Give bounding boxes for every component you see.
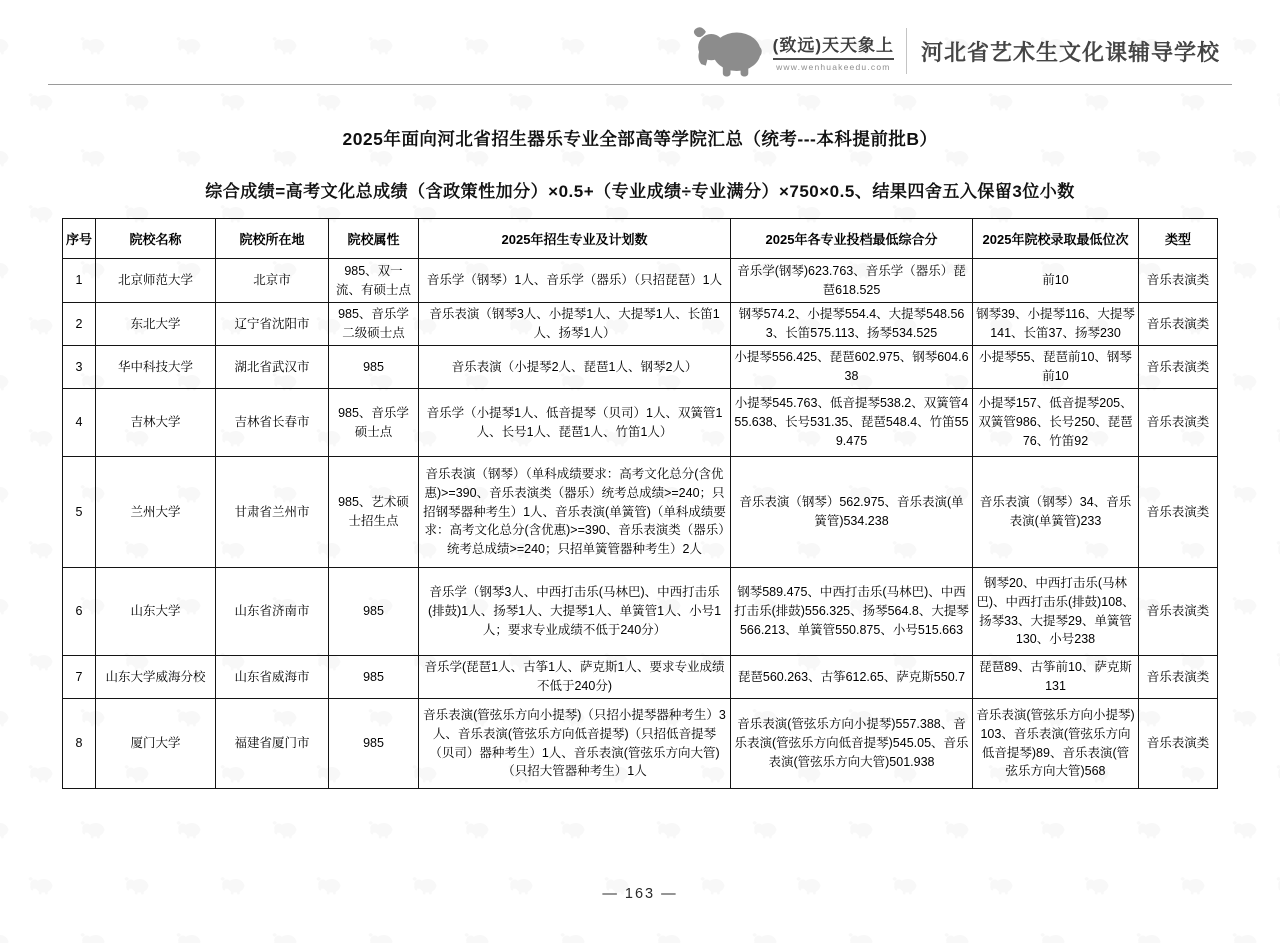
elephant-watermark-icon xyxy=(0,932,10,943)
cell-location: 甘肃省兰州市 xyxy=(216,457,329,568)
elephant-watermark-icon xyxy=(944,932,970,943)
elephant-logo-icon xyxy=(944,820,970,839)
elephant-watermark-icon xyxy=(0,596,10,620)
elephant-watermark-icon xyxy=(1136,820,1162,844)
cell-rank: 小提琴157、低音提琴205、双簧管986、长号250、琵琶76、竹笛92 xyxy=(973,389,1139,457)
cell-rank: 前10 xyxy=(973,259,1139,303)
elephant-logo-icon xyxy=(508,92,534,111)
elephant-watermark-icon xyxy=(656,36,682,60)
elephant-watermark-icon xyxy=(752,932,778,943)
cell-location: 辽宁省沈阳市 xyxy=(216,303,329,346)
cell-scores: 钢琴589.475、中西打击乐(马林巴)、中西打击乐(排鼓)556.325、扬琴564.8、大提琴566.213、单簧管550.875、小号515.663 xyxy=(731,568,973,656)
elephant-watermark-icon xyxy=(80,932,106,943)
elephant-watermark-icon xyxy=(464,820,490,844)
elephant-logo-icon xyxy=(272,36,298,55)
elephant-logo-icon xyxy=(28,540,54,559)
cell-rank: 琵琶89、古筝前10、萨克斯131 xyxy=(973,656,1139,699)
elephant-watermark-icon xyxy=(412,92,438,116)
elephant-watermark-icon xyxy=(988,92,1014,116)
elephant-logo-icon xyxy=(560,932,586,943)
elephant-watermark-icon xyxy=(464,36,490,60)
elephant-logo-icon xyxy=(80,820,106,839)
col-header-attr: 院校属性 xyxy=(329,219,419,259)
elephant-logo-icon xyxy=(944,932,970,943)
cell-majors: 音乐学(琵琶1人、古筝1人、萨克斯1人、要求专业成绩不低于240分) xyxy=(419,656,731,699)
elephant-logo-icon xyxy=(220,92,246,111)
cell-attr: 985、艺术硕士招生点 xyxy=(329,457,419,568)
elephant-logo-icon xyxy=(80,932,106,943)
elephant-watermark-icon xyxy=(796,92,822,116)
elephant-watermark-icon xyxy=(1276,316,1280,340)
elephant-watermark-icon xyxy=(848,148,874,172)
cell-name: 山东大学威海分校 xyxy=(96,656,216,699)
elephant-watermark-icon xyxy=(1040,148,1066,172)
elephant-watermark-icon xyxy=(0,36,10,60)
elephant-logo-icon xyxy=(560,820,586,839)
elephant-logo-icon xyxy=(1276,652,1280,671)
elephant-logo-icon xyxy=(1136,820,1162,839)
cell-type: 音乐表演类 xyxy=(1139,389,1218,457)
elephant-watermark-icon xyxy=(272,820,298,844)
elephant-logo-icon xyxy=(0,484,10,503)
elephant-watermark-icon xyxy=(1232,708,1258,732)
elephant-watermark-icon xyxy=(0,148,10,172)
col-header-majors: 2025年招生专业及计划数 xyxy=(419,219,731,259)
cell-no: 3 xyxy=(63,346,96,389)
elephant-watermark-icon xyxy=(752,820,778,844)
page-title: 2025年面向河北省招生器乐专业全部高等学院汇总（统考---本科提前批B） xyxy=(342,129,938,149)
cell-location: 福建省厦门市 xyxy=(216,699,329,789)
elephant-watermark-icon xyxy=(124,92,150,116)
elephant-logo-icon xyxy=(0,932,10,943)
elephant-logo-icon xyxy=(124,92,150,111)
elephant-watermark-icon xyxy=(1084,92,1110,116)
cell-attr: 985 xyxy=(329,656,419,699)
brand-url: www.wenhuakeedu.com xyxy=(776,61,891,72)
elephant-logo-icon xyxy=(0,260,10,279)
elephant-watermark-icon xyxy=(1040,932,1066,943)
elephant-logo-icon xyxy=(560,36,586,55)
elephant-watermark-icon xyxy=(700,92,726,116)
elephant-watermark-icon xyxy=(848,932,874,943)
elephant-watermark-icon xyxy=(1276,204,1280,228)
elephant-logo-icon xyxy=(1276,540,1280,559)
col-header-name: 院校名称 xyxy=(96,219,216,259)
elephant-logo-icon xyxy=(1276,764,1280,783)
formula-subtitle: 综合成绩=高考文化总成绩（含政策性加分）×0.5+（专业成绩÷专业满分）×750×0.5、结果四舍五入保留3位小数 xyxy=(205,182,1075,201)
cell-attr: 985、双一流、有硕士点 xyxy=(329,259,419,303)
elephant-watermark-icon xyxy=(272,148,298,172)
elephant-logo-icon xyxy=(28,652,54,671)
elephant-logo-icon xyxy=(656,36,682,55)
elephant-logo-icon xyxy=(0,820,10,839)
elephant-watermark-icon xyxy=(28,204,54,228)
elephant-logo-icon xyxy=(412,92,438,111)
elephant-watermark-icon xyxy=(0,372,10,396)
cell-scores: 音乐表演（钢琴）562.975、音乐表演(单簧管)534.238 xyxy=(731,457,973,568)
col-header-scores: 2025年各专业投档最低综合分 xyxy=(731,219,973,259)
cell-majors: 音乐学（钢琴3人、中西打击乐(马林巴)、中西打击乐(排鼓)1人、扬琴1人、大提琴1人、单簧管1人、小号1人；要求专业成绩不低于240分） xyxy=(419,568,731,656)
cell-name: 东北大学 xyxy=(96,303,216,346)
elephant-logo-icon xyxy=(1276,316,1280,335)
elephant-logo-icon xyxy=(28,428,54,447)
cell-majors: 音乐学（钢琴）1人、音乐学（器乐）（只招琵琶）1人 xyxy=(419,259,731,303)
col-header-type: 类型 xyxy=(1139,219,1218,259)
elephant-watermark-icon xyxy=(80,820,106,844)
cell-majors: 音乐表演（钢琴3人、小提琴1人、大提琴1人、长笛1人、扬琴1人） xyxy=(419,303,731,346)
col-header-no: 序号 xyxy=(63,219,96,259)
elephant-watermark-icon xyxy=(944,820,970,844)
col-header-location: 院校所在地 xyxy=(216,219,329,259)
elephant-watermark-icon xyxy=(0,484,10,508)
cell-name: 厦门大学 xyxy=(96,699,216,789)
elephant-logo-icon xyxy=(1232,484,1258,503)
elephant-watermark-icon xyxy=(176,820,202,844)
cell-attr: 985、音乐学二级硕士点 xyxy=(329,303,419,346)
cell-majors: 音乐表演（小提琴2人、琵琶1人、钢琴2人） xyxy=(419,346,731,389)
elephant-logo-icon xyxy=(1040,932,1066,943)
elephant-watermark-icon xyxy=(560,148,586,172)
elephant-watermark-icon xyxy=(368,148,394,172)
elephant-watermark-icon xyxy=(1232,484,1258,508)
elephant-watermark-icon xyxy=(560,932,586,943)
elephant-logo-icon xyxy=(1232,36,1258,55)
elephant-watermark-icon xyxy=(560,820,586,844)
elephant-logo-icon xyxy=(28,764,54,783)
cell-scores: 音乐表演(管弦乐方向小提琴)557.388、音乐表演(管弦乐方向低音提琴)545.05、音乐表演(管弦乐方向大管)501.938 xyxy=(731,699,973,789)
elephant-logo-icon xyxy=(368,820,394,839)
elephant-watermark-icon xyxy=(272,932,298,943)
cell-no: 5 xyxy=(63,457,96,568)
page-number: — 163 — xyxy=(602,886,678,902)
elephant-watermark-icon xyxy=(28,764,54,788)
elephant-watermark-icon xyxy=(1040,820,1066,844)
elephant-logo-icon xyxy=(691,24,767,78)
elephant-watermark-icon xyxy=(368,932,394,943)
cell-majors: 音乐表演(管弦乐方向小提琴)（只招小提琴器种考生）3人、音乐表演(管弦乐方向低音提琴)（只招低音提琴（贝司）器种考生）1人、音乐表演(管弦乐方向大管)（只招大管器种考生）1人 xyxy=(419,699,731,789)
elephant-logo-icon xyxy=(272,820,298,839)
elephant-logo-icon xyxy=(272,932,298,943)
cell-attr: 985 xyxy=(329,568,419,656)
elephant-logo-icon xyxy=(80,36,106,55)
table-header-row xyxy=(63,219,1218,259)
elephant-watermark-icon xyxy=(508,92,534,116)
elephant-watermark-icon xyxy=(80,148,106,172)
elephant-watermark-icon xyxy=(604,92,630,116)
elephant-logo-icon xyxy=(656,932,682,943)
cell-location: 山东省威海市 xyxy=(216,656,329,699)
cell-type: 音乐表演类 xyxy=(1139,457,1218,568)
cell-rank: 音乐表演（钢琴）34、音乐表演(单簧管)233 xyxy=(973,457,1139,568)
elephant-logo-icon xyxy=(1276,428,1280,447)
elephant-watermark-icon xyxy=(28,652,54,676)
cell-no: 2 xyxy=(63,303,96,346)
elephant-watermark-icon xyxy=(220,92,246,116)
cell-rank: 音乐表演(管弦乐方向小提琴)103、音乐表演(管弦乐方向低音提琴)89、音乐表演(管弦乐方向大管)568 xyxy=(973,699,1139,789)
cell-no: 6 xyxy=(63,568,96,656)
elephant-watermark-icon xyxy=(368,36,394,60)
cell-no: 8 xyxy=(63,699,96,789)
elephant-logo-icon xyxy=(1276,92,1280,111)
elephant-watermark-icon xyxy=(1232,372,1258,396)
table-row xyxy=(63,699,1218,789)
cell-no: 1 xyxy=(63,259,96,303)
elephant-watermark-icon xyxy=(1232,148,1258,172)
admissions-table xyxy=(62,218,1218,789)
elephant-logo-icon xyxy=(700,92,726,111)
elephant-watermark-icon xyxy=(1276,92,1280,116)
table-row xyxy=(63,457,1218,568)
table-row xyxy=(63,568,1218,656)
cell-attr: 985、音乐学硕士点 xyxy=(329,389,419,457)
cell-rank: 钢琴39、小提琴116、大提琴141、长笛37、扬琴230 xyxy=(973,303,1139,346)
elephant-logo-icon xyxy=(176,820,202,839)
elephant-watermark-icon xyxy=(656,148,682,172)
cell-type: 音乐表演类 xyxy=(1139,699,1218,789)
table-row xyxy=(63,656,1218,699)
elephant-watermark-icon xyxy=(1276,428,1280,452)
elephant-logo-icon xyxy=(0,372,10,391)
cell-name: 华中科技大学 xyxy=(96,346,216,389)
elephant-watermark-icon xyxy=(656,932,682,943)
elephant-watermark-icon xyxy=(28,316,54,340)
elephant-watermark-icon xyxy=(1276,652,1280,676)
elephant-watermark-icon xyxy=(0,820,10,844)
cell-type: 音乐表演类 xyxy=(1139,568,1218,656)
cell-scores: 琵琶560.263、古筝612.65、萨克斯550.7 xyxy=(731,656,973,699)
elephant-watermark-icon xyxy=(892,92,918,116)
elephant-watermark-icon xyxy=(28,428,54,452)
elephant-watermark-icon xyxy=(944,148,970,172)
cell-location: 湖北省武汉市 xyxy=(216,346,329,389)
elephant-logo-icon xyxy=(1232,820,1258,839)
cell-location: 吉林省长春市 xyxy=(216,389,329,457)
cell-scores: 小提琴556.425、琵琶602.975、钢琴604.638 xyxy=(731,346,973,389)
elephant-watermark-icon xyxy=(1180,92,1206,116)
elephant-watermark-icon xyxy=(0,260,10,284)
elephant-logo-icon xyxy=(368,36,394,55)
elephant-watermark-icon xyxy=(1232,932,1258,943)
elephant-logo-icon xyxy=(316,92,342,111)
elephant-logo-icon xyxy=(464,820,490,839)
table-row xyxy=(63,346,1218,389)
table-row xyxy=(63,389,1218,457)
header-divider xyxy=(906,28,907,74)
elephant-logo-icon xyxy=(988,92,1014,111)
cell-majors: 音乐表演（钢琴）（单科成绩要求：高考文化总分(含优惠)>=390、音乐表演类（器乐）统考总成绩>=240；只招钢琴器种考生）1人、音乐表演(单簧管)（单科成绩要求：高考文化总分(含优惠)>=390、音乐表演类（器乐）统考总成绩>=240；只招单簧管器种考生）2人 xyxy=(419,457,731,568)
cell-type: 音乐表演类 xyxy=(1139,303,1218,346)
cell-no: 7 xyxy=(63,656,96,699)
cell-attr: 985 xyxy=(329,346,419,389)
elephant-logo-icon xyxy=(1232,708,1258,727)
brand-text-block xyxy=(773,31,894,72)
elephant-logo-icon xyxy=(28,316,54,335)
elephant-watermark-icon xyxy=(316,92,342,116)
elephant-watermark-icon xyxy=(1232,36,1258,60)
elephant-watermark-icon xyxy=(464,932,490,943)
cell-type: 音乐表演类 xyxy=(1139,346,1218,389)
elephant-watermark-icon xyxy=(656,820,682,844)
cell-type: 音乐表演类 xyxy=(1139,656,1218,699)
cell-rank: 小提琴55、琵琶前10、钢琴前10 xyxy=(973,346,1139,389)
cell-scores: 钢琴574.2、小提琴554.4、大提琴548.563、长笛575.113、扬琴534.525 xyxy=(731,303,973,346)
elephant-logo-icon xyxy=(0,36,10,55)
cell-scores: 小提琴545.763、低音提琴538.2、双簧管455.638、长号531.35、琵琶548.4、竹笛559.475 xyxy=(731,389,973,457)
elephant-watermark-icon xyxy=(560,36,586,60)
elephant-logo-icon xyxy=(796,92,822,111)
elephant-logo-icon xyxy=(0,596,10,615)
table-row xyxy=(63,259,1218,303)
elephant-logo-icon xyxy=(1276,204,1280,223)
table-row xyxy=(63,303,1218,346)
elephant-watermark-icon xyxy=(176,148,202,172)
elephant-logo-icon xyxy=(368,932,394,943)
elephant-logo-icon xyxy=(1232,372,1258,391)
header-brand-block xyxy=(691,24,1220,78)
elephant-logo-icon xyxy=(656,820,682,839)
cell-scores: 音乐学(钢琴)623.763、音乐学（器乐）琵琶618.525 xyxy=(731,259,973,303)
brand-name: (致远)天天象上 xyxy=(773,31,894,60)
elephant-logo-icon xyxy=(464,36,490,55)
elephant-logo-icon xyxy=(28,204,54,223)
elephant-logo-icon xyxy=(1084,92,1110,111)
cell-attr: 985 xyxy=(329,699,419,789)
elephant-logo-icon xyxy=(1232,596,1258,615)
elephant-watermark-icon xyxy=(1232,596,1258,620)
elephant-watermark-icon xyxy=(1232,820,1258,844)
elephant-logo-icon xyxy=(464,932,490,943)
elephant-watermark-icon xyxy=(0,708,10,732)
elephant-watermark-icon xyxy=(368,820,394,844)
elephant-logo-icon xyxy=(0,708,10,727)
cell-name: 兰州大学 xyxy=(96,457,216,568)
elephant-watermark-icon xyxy=(464,148,490,172)
cell-name: 北京师范大学 xyxy=(96,259,216,303)
elephant-watermark-icon xyxy=(28,540,54,564)
cell-location: 北京市 xyxy=(216,259,329,303)
elephant-logo-icon xyxy=(752,820,778,839)
elephant-logo-icon xyxy=(752,932,778,943)
elephant-watermark-icon xyxy=(848,820,874,844)
header-rule xyxy=(48,84,1232,85)
elephant-logo-icon xyxy=(848,932,874,943)
elephant-watermark-icon xyxy=(1136,932,1162,943)
elephant-watermark-icon xyxy=(272,36,298,60)
elephant-logo-icon xyxy=(1180,92,1206,111)
elephant-logo-icon xyxy=(604,92,630,111)
elephant-logo-icon xyxy=(1040,820,1066,839)
elephant-logo-icon xyxy=(28,92,54,111)
elephant-watermark-icon xyxy=(176,36,202,60)
elephant-watermark-icon xyxy=(752,148,778,172)
cell-type: 音乐表演类 xyxy=(1139,259,1218,303)
elephant-logo-icon xyxy=(848,820,874,839)
elephant-watermark-icon xyxy=(1276,540,1280,564)
elephant-logo-icon xyxy=(176,36,202,55)
cell-location: 山东省济南市 xyxy=(216,568,329,656)
elephant-watermark-icon xyxy=(1232,260,1258,284)
elephant-watermark-icon xyxy=(1276,764,1280,788)
elephant-logo-icon xyxy=(1232,932,1258,943)
elephant-logo-icon xyxy=(176,932,202,943)
elephant-watermark-icon xyxy=(28,92,54,116)
cell-majors: 音乐学（小提琴1人、低音提琴（贝司）1人、双簧管1人、长号1人、琵琶1人、竹笛1人） xyxy=(419,389,731,457)
cell-name: 山东大学 xyxy=(96,568,216,656)
school-name: 河北省艺术生文化课辅导学校 xyxy=(920,39,1220,65)
cell-rank: 钢琴20、中西打击乐(马林巴)、中西打击乐(排鼓)108、扬琴33、大提琴29、单簧管130、小号238 xyxy=(973,568,1139,656)
elephant-logo-icon xyxy=(892,92,918,111)
elephant-logo-icon xyxy=(1232,260,1258,279)
elephant-watermark-icon xyxy=(176,932,202,943)
col-header-rank: 2025年院校录取最低位次 xyxy=(973,219,1139,259)
elephant-logo-icon xyxy=(1136,932,1162,943)
elephant-watermark-icon xyxy=(80,36,106,60)
cell-name: 吉林大学 xyxy=(96,389,216,457)
elephant-watermark-icon xyxy=(1136,148,1162,172)
cell-no: 4 xyxy=(63,389,96,457)
